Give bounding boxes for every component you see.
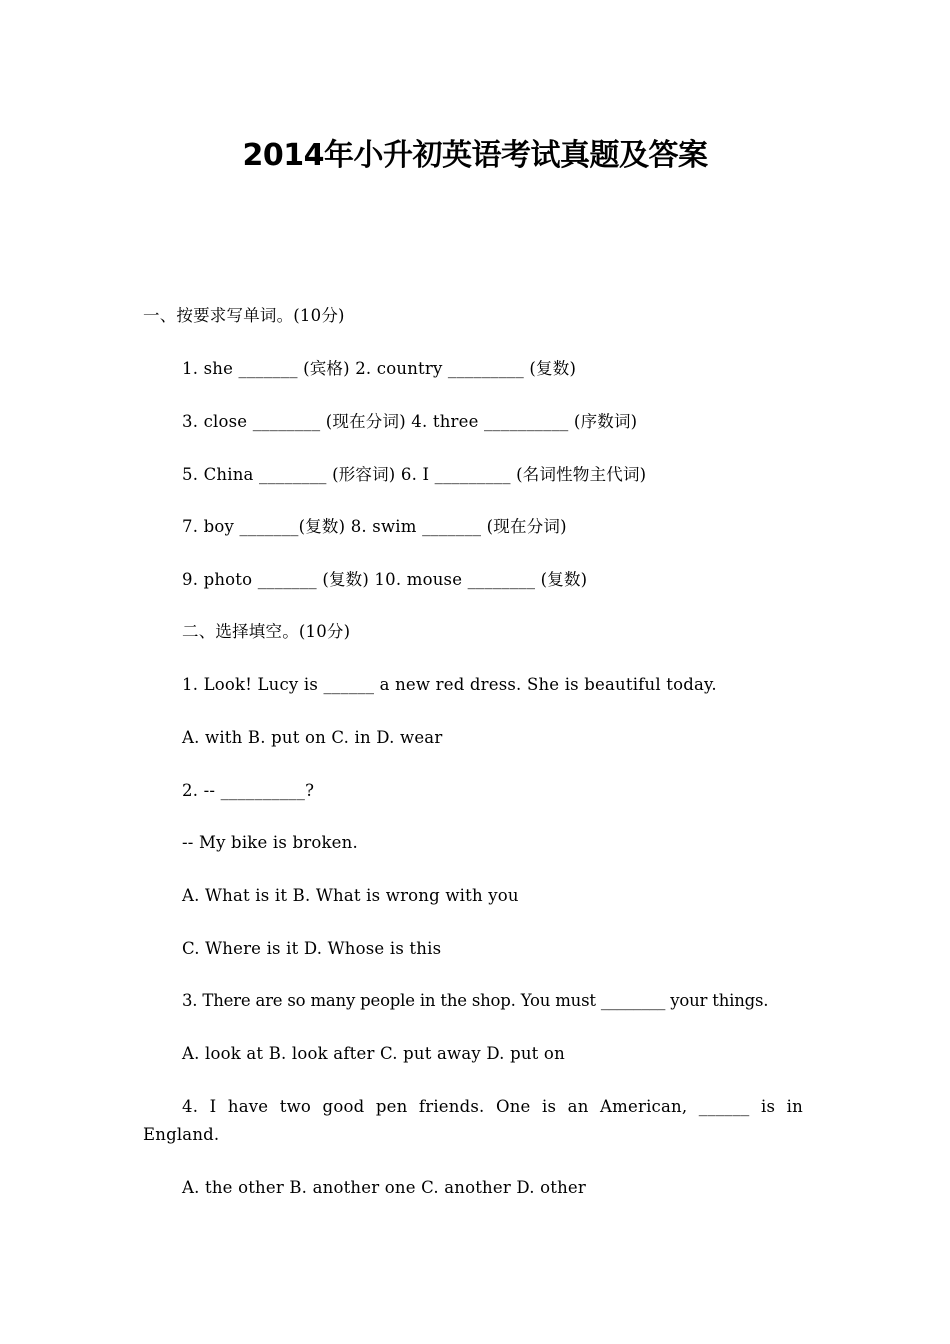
fill-in-row: 5. China ________ (形容词) 6. I _________ (名词性物主代词) [182,465,647,484]
fill-in-row: 3. close ________ (现在分词) 4. three __________ (序数词) [182,412,638,431]
question-text: 2. -- __________? [182,781,315,800]
question-text: 3. There are so many people in the shop. You must ________ your things. [182,991,769,1010]
answer-options: A. the other B. another one C. another D. other [182,1178,586,1197]
document-title: 2014年小升初英语考试真题及答案 [242,138,708,173]
answer-options: A. look at B. look after C. put away D. put on [182,1044,565,1063]
fill-in-row: 1. she _______ (宾格) 2. country _________ (复数) [182,359,577,378]
fill-in-row: 7. boy _______(复数) 8. swim _______ (现在分词) [182,517,567,536]
fill-in-row: 9. photo _______ (复数) 10. mouse ________ (复数) [182,570,588,589]
question-text: 4. I have two good pen friends. One is an American, ______ is in England. [143,1097,803,1144]
answer-options: A. What is it B. What is wrong with you [182,886,519,905]
question-text: 1. Look! Lucy is ______ a new red dress. She is beautiful today. [182,675,717,694]
section-1-heading: 一、按要求写单词。(10分) [143,306,345,325]
answer-options: A. with B. put on C. in D. wear [182,728,443,747]
section-2-heading: 二、选择填空。(10分) [182,622,351,641]
dialogue-line: -- My bike is broken. [182,833,358,852]
answer-options: C. Where is it D. Whose is this [182,939,442,958]
